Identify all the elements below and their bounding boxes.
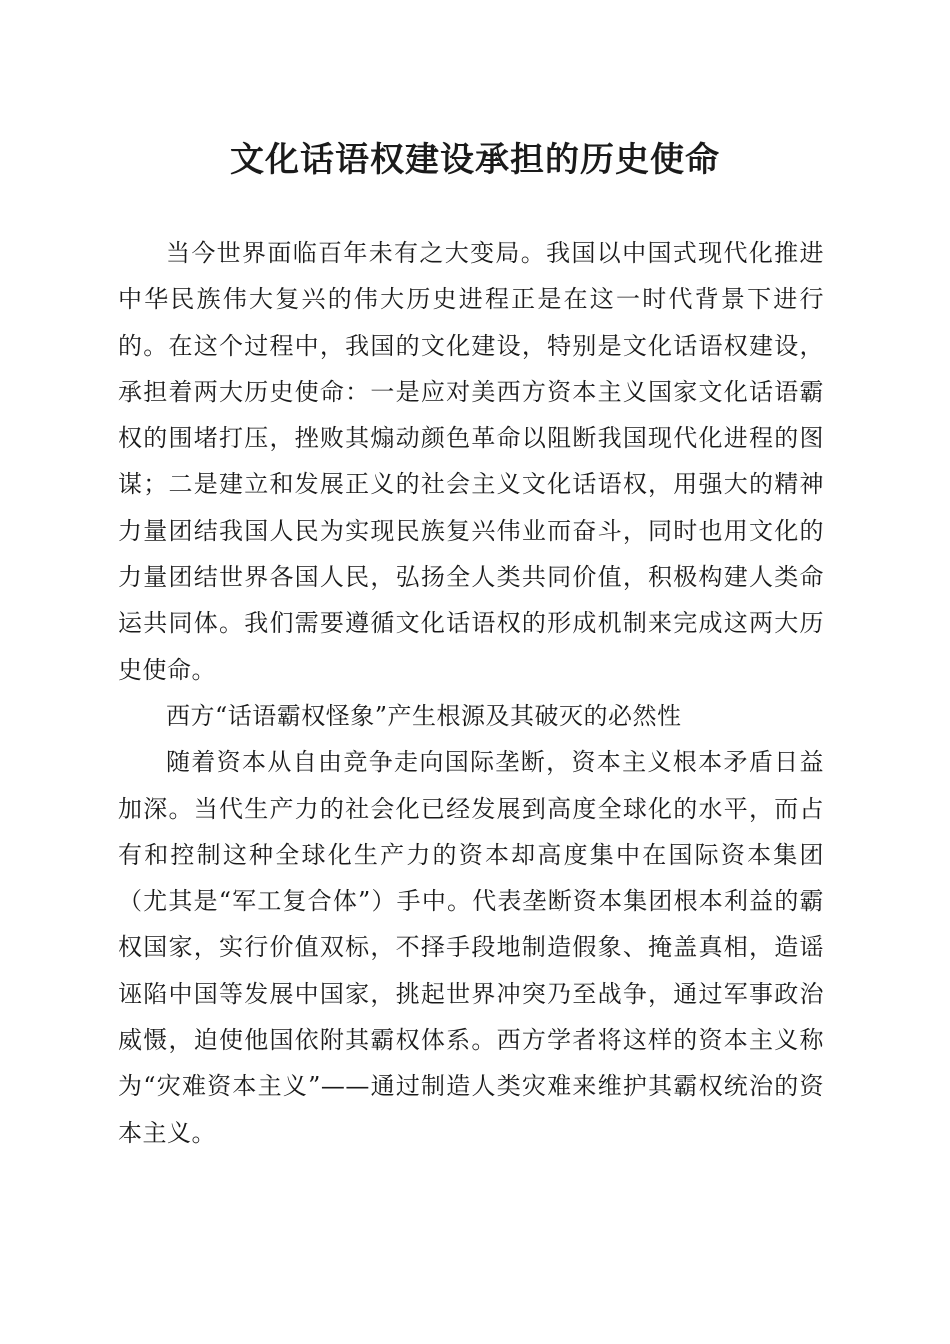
intro-paragraph: 当今世界面临百年未有之大变局。我国以中国式现代化推进中华民族伟大复兴的伟大历史进程正是在这一时代背景下进行的。在这个过程中，我国的文化建设，特别是文化话语权建设，承担着两大历史使命：一是应对美西方资本主义国家文化话语霸权的围堵打压，挫败其煽动颜色革命以阻断我国现代化进程的图谋；二是建立和发展正义的社会主义文化话语权，用强大的精神力量团结我国人民为实现民族复兴伟业而奋斗，同时也用文化的力量团结世界各国人民，弘扬全人类共同价值，积极构建人类命运共同体。我们需要遵循文化话语权的形成机制来完成这两大历史使命。 (118, 239, 824, 684)
body-paragraph: 随着资本从自由竞争走向国际垄断，资本主义根本矛盾日益加深。当代生产力的社会化已经发展到高度全球化的水平，而占有和控制这种全球化生产力的资本却高度集中在国际资本集团（尤其是“军工复合体”）手中。代表垄断资本集团根本利益的霸权国家，实行价值双标，不择手段地制造假象、掩盖真相，造谣诬陷中国等发展中国家，挑起世界冲突乃至战争，通过军事政治威慑，迫使他国依附其霸权体系。西方学者将这样的资本主义称为“灾难资本主义”——通过制造人类灾难来维护其霸权统治的资本主义。 (118, 748, 824, 1147)
section-heading: 西方“话语霸权怪象”产生根源及其破灭的必然性 (166, 701, 682, 730)
document-body (118, 230, 824, 1156)
document-title: 文化话语权建设承担的历史使命 (230, 140, 720, 180)
